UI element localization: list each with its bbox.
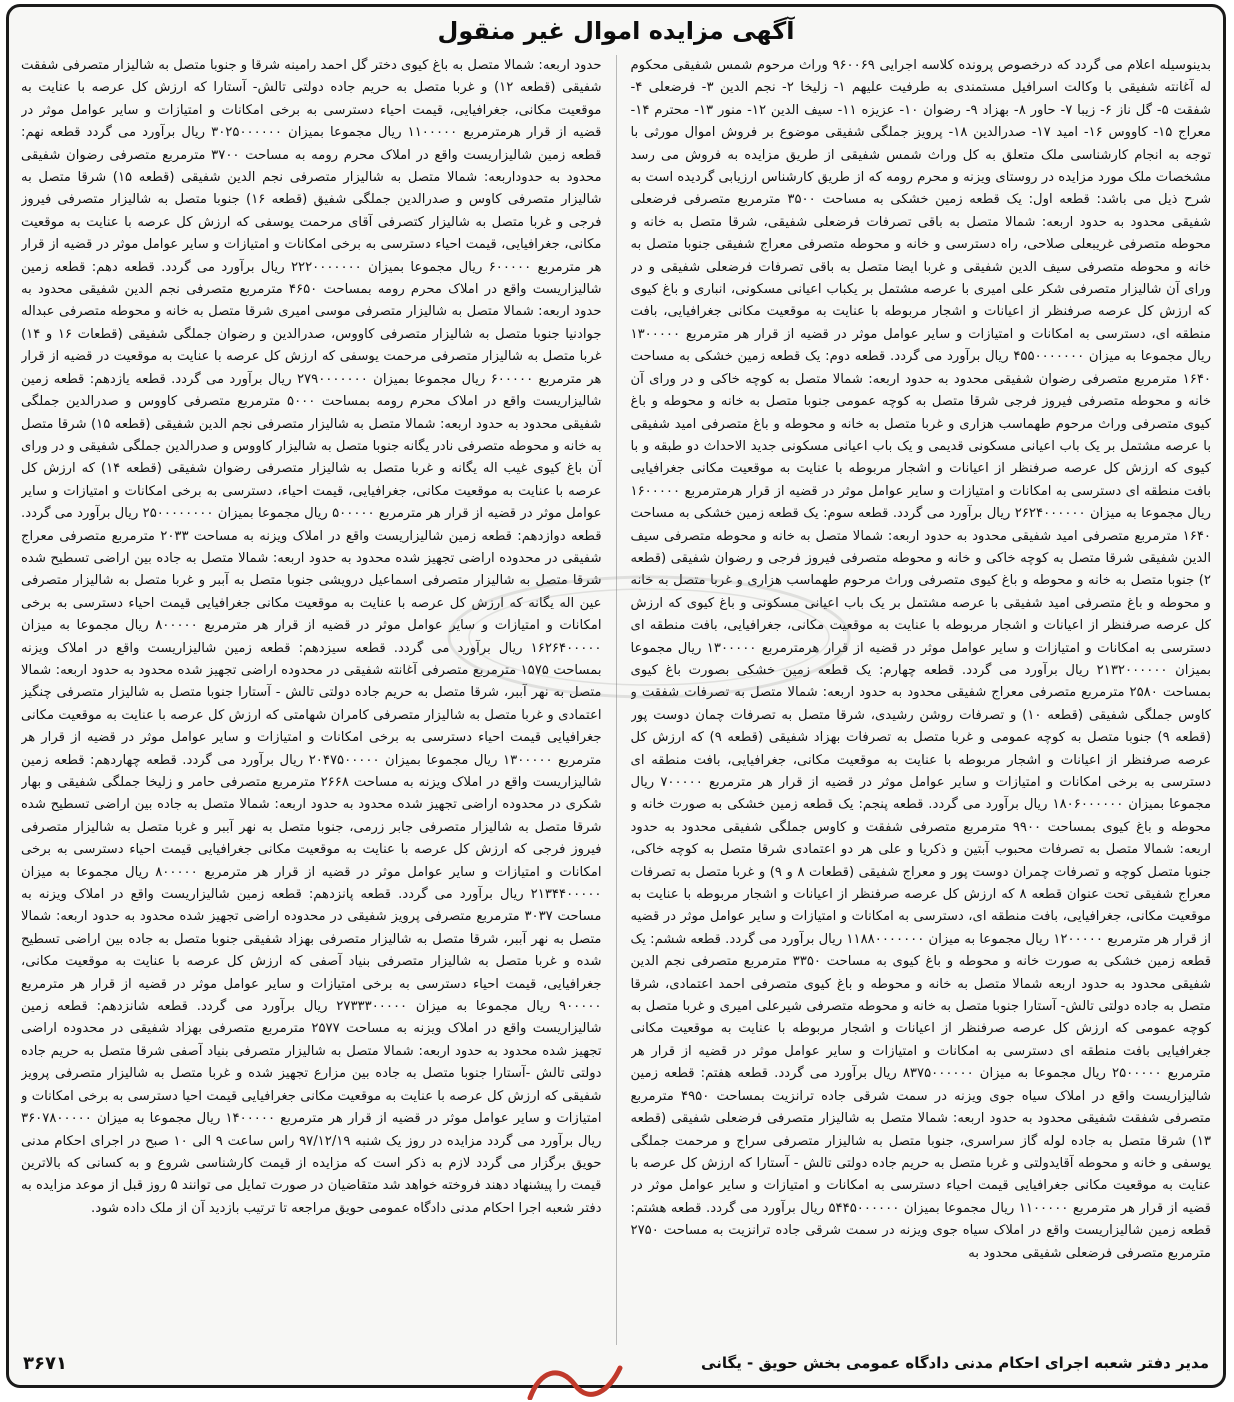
- reference-number: ۳۶۷۱: [23, 1352, 67, 1374]
- signature-line: مدیر دفتر شعبه اجرای احکام مدنی دادگاه عمومی بخش حویق - یگانی: [701, 1354, 1209, 1372]
- handwritten-mark: [520, 1360, 630, 1400]
- notice-sheet: [6, 4, 1226, 1388]
- right-column-text: بدینوسیله اعلام می گردد که درخصوص پرونده کلاسه اجرایی ۹۶۰۰۶۹ وراث مرحوم شمس شفیقی محکوم له آغانته شفیقی با وکالت اسرافیل مستمندی به طرفیت علیهم ۱- زلیخا ۲- نجم الدین ۳- فرضعلی ۴- شفقت ۵- گل ناز ۶- زیبا ۷- حاور ۸- بهزاد ۹- رضوان ۱۰- عزیزه ۱۱- سیف الدین ۱۲- منور ۱۳- محترم ۱۴- معراج ۱۵- کاووس ۱۶- امید ۱۷- صدرالدین ۱۸- پرویز جملگی شفیقی موضوع بر فروش اموال مورثی با توجه به انجام کارشناسی ملک متعلق به کل وراث شمس شفیقی از طریق مزایده به فروش می رسد مشخصات ملک مورد مزایده در روستای ویزنه و محرم رومه که از طریق کارشناس ارزیابی گردیده است به شرح ذیل می باشد: قطعه اول: یک قطعه زمین خشکی به مساحت ۳۵۰۰ مترمربع متصرفی فرضعلی شفیقی محدود به حدود اربعه: شمالا متصل به باقی تصرفات فرضعلی شفیقی، شرقا متصل به خانه و محوطه متصرفی غریبعلی صلاحی، راه دسترسی و خانه و محوطه متصرفی معراج شفیقی جنوبا متصل به خانه و محوطه متصرفی سیف الدین شفیقی و غربا ایضا متصل به باقی تصرفات فرضعلی شفیقی و در ورای آن شالیزار متصرفی شکر علی امیری با عرصه مشتمل بر یکباب اعیانی مسکونی، انباری و باغ کیوی که ارزش کل عرصه صرفنظر از اعیانات و اشجار مربوطه با عنایت به موقعیت مکانی جغرافیایی، بافت منطقه ای، دسترسی به امکانات و امتیازات و سایر عوامل موثر در قضیه از قرار هر مترمربع ۱۳۰۰۰۰۰ ریال مجموعا به میزان ۴۵۵۰۰۰۰۰۰۰ ریال برآورد می گردد. قطعه دوم: یک قطعه زمین خشکی به مساحت ۱۶۴۰ مترمربع متصرفی رضوان شفیقی محدود به حدود اربعه: شمالا متصل به کوچه خاکی و در ورای آن خانه و محوطه متصرفی فیروز فرجی شرقا متصل به کوچه عمومی جنوبا متصل به خانه و محوطه و باغ کیوی متصرفی وراث مرحوم طهماسب هزاری و غربا متصل به خانه و محوطه و باغ متصرفی امید شفیقی با عرصه مشتمل بر یک باب اعیانی مسکونی قدیمی و یک باب اعیانی مسکونی جدید الاحداث دو طبقه و با کیوی که ارزش کل عرصه صرفنظر از اعیانات و اشجار مربوطه با عنایت به موقعیت مکانی جغرافیایی بافت منطقه ای دسترسی به امکانات و امتیازات و سایر عوامل موثر در قضیه از قرار هرمترمربع ۱۶۰۰۰۰۰ ریال مجموعا به میزان ۲۶۲۴۰۰۰۰۰۰ ریال برآورد می گردد. قطعه سوم: یک قطعه زمین خشکی به مساحت ۱۶۴۰ مترمربع متصرفی امید شفیقی محدود به حدود اربعه: شمالا متصل به خانه و محوطه متصرفی سیف الدین شفیقی شرقا متصل به کوچه خاکی و خانه و محوطه متصرفی فیروز فرجی و رضوان شفیقی (قطعه ۲) جنوبا متصل به خانه و محوطه و باغ کیوی متصرفی وراث مرحوم طهماسب هزاری و غربا متصل به خانه و محوطه و باغ متصرفی امید شفیقی با عرصه مشتمل بر یک باب اعیانی مسکونی و باغ کیوی که ارزش کل عرصه صرفنظر از اعیانات و اشجار مربوطه با عنایت به موقعیت مکانی، جغرافیایی، بافت منطقه ای دسترسی به امکانات و امتیازات و سایر عوامل موثر در قضیه از قرار هرمترمربع ۱۳۰۰۰۰۰ ریال مجموعا بمیزان ۲۱۳۲۰۰۰۰۰۰ ریال برآورد می گردد. قطعه چهارم: یک قطعه زمین خشکی بصورت باغ کیوی بمساحت ۲۵۸۰ مترمربع متصرفی معراج شفیقی محدود به حدود اربعه: شمالا متصل به تصرفات شفقت و کاوس جملگی شفیقی (قطعه ۱۰) و تصرفات روشن رشیدی، شرقا متصل به تصرفات چمان دوست پور (قطعه ۹) جنوبا متصل به کوچه عمومی و غربا متصل به تصرفات بهزاد شفیقی (قطعه ۹) که ارزش کل عرصه صرفنظر از اعیانات و اشجار مربوطه با عنایت به موقعیت مکانی، جغرافیایی، بافت منطقه ای دسترسی به برخی امکانات و امتیازات و سایر عوامل موثر در قضیه از قرار هر مترمربع ۷۰۰۰۰۰ ریال مجموعا بمیزان ۱۸۰۶۰۰۰۰۰۰ ریال برآورد می گردد. قطعه پنجم: یک قطعه زمین خشکی به صورت خانه و محوطه و باغ کیوی بمساحت ۹۹۰۰ مترمربع متصرفی شفقت و کاوس جملگی شفیقی محدود به حدود اربعه: شمالا متصل به تصرفات محبوب آبتین و ذکریا و علی هر دو اعتمادی شرقا متصل به کوچه خاکی، جنوبا متصل کوچه و تصرفات چمران دوست پور و معراج شفیقی (قطعات ۸ و ۹) و غربا متصل به تصرفات معراج شفیقی تحت عنوان قطعه ۸ که ارزش کل عرصه صرفنظر از اعیانات و اشجار مربوطه با عنایت به موقعیت مکانی، جغرافیایی، بافت منطقه ای، دسترسی به امکانات و امتیازات و سایر عوامل موثر در قضیه از قرار هر مترمربع ۱۲۰۰۰۰۰ ریال مجموعا به میزان ۱۱۸۸۰۰۰۰۰۰۰ ریال برآورد می گردد. قطعه ششم: یک قطعه زمین خشکی به صورت خانه و محوطه و باغ کیوی به مساحت ۳۳۵۰ مترمربع متصرفی نجم الدین شفیقی محدود به حدود اربعه شمالا متصل به خانه و محوطه و باغ کیوی متصرفی احمد اعتمادی، شرقا متصل به جاده دولتی تالش- آستارا جنوبا متصل به خانه و محوطه متصرفی شیرعلی امیری و غربا متصل به کوچه عمومی که ارزش کل عرصه صرفنظر از اعیانات و اشجار مربوطه با عنایت به موقعیت مکانی جغرافیایی بافت منطقه ای دسترسی به امکانات و امتیازات و سایر عوامل موثر در قضیه از قرار هر مترمربع ۲۵۰۰۰۰۰ ریال مجموعا به میزان ۸۳۷۵۰۰۰۰۰۰ ریال برآورد می گردد. قطعه هفتم: قطعه زمین شالیزاریست واقع در املاک سیاه جوی ویزنه در سمت شرقی جاده ترانزیت بمساحت ۴۹۵۰ مترمربع متصرفی شفقت شفیقی محدود به حدود اربعه: شمالا متصل به شالیزار متصرفی فرضعلی شفیقی (قطعه ۱۳) شرقا متصل به جاده لوله گاز سراسری، جنوبا متصل به شالیزار متصرفی سراج و مرحمت جملگی یوسفی و خانه و محوطه آقایدولتی و غربا متصل به حریم جاده دولتی تالش - آستارا که ارزش کل عرصه با عنایت به موقعیت مکانی جغرافیایی قیمت احیاء دسترسی به امکانات و امتیازات و سایر عوامل موثر در قضیه از قرار هر مترمربع ۱۱۰۰۰۰۰ ریال مجموعا بمیزان ۵۴۴۵۰۰۰۰۰۰ ریال برآورد می گردد. قطعه هشتم: قطعه زمین شالیزاریست واقع در املاک سیاه جوی ویزنه در سمت شرقی جاده ترانزیت به مساحت ۲۷۵۰ مترمربع متصرفی فرضعلی شفیقی محدود به: [630, 58, 1211, 1261]
- column-divider: [616, 55, 617, 1345]
- left-column-text: حدود اربعه: شمالا متصل به باغ کیوی دختر گل احمد رامینه شرقا و جنوبا متصل به شالیزار متصرفی شفقت شفیقی (قطعه ۱۲) و غربا متصل به حریم جاده دولتی تالش- آستارا که ارزش کل عرصه با عنایت به موقعیت مکانی، جغرافیایی، قیمت احیاء دسترسی به برخی امکانات و امتیازات و سایر عوامل موثر در قضیه از قرار هرمترمربع ۱۱۰۰۰۰۰ ریال مجموعا بمیزان ۳۰۲۵۰۰۰۰۰۰ ریال برآورد می گردد قطعه نهم: قطعه زمین شالیزاریست واقع در املاک محرم رومه به مساحت ۳۷۰۰ مترمربع متصرفی رضوان شفیقی محدود به حدوداربعه: شمالا متصل به شالیزار متصرفی نجم الدین شفیقی (قطعه ۱۵) شرقا متصل به شالیزار متصرفی کاوس و صدرالدین جملگی شفیق (قطعه ۱۶) جنوبا متصل به شالیزار متصرفی فیروز فرجی و غربا متصل به شالیزار کتصرفی آقای مرحمت یوسفی که ارزش کل عرصه با عنایت به موقعیت مکانی، جغرافیایی، قیمت احیاء دسترسی به برخی امکانات و امتیازات و سایر عوامل موثر در قضیه از قرار هر مترمربع ۶۰۰۰۰۰ ریال مجموعا بمیزان ۲۲۲۰۰۰۰۰۰۰ ریال برآورد می گردد. قطعه دهم: قطعه زمین شالیزاریست واقع در املاک محرم رومه بمساحت ۴۶۵۰ مترمربع متصرفی نجم الدین شفیقی محدود به حدود اربعه: شمالا متصل به شالیزار متصرفی موسی امیری شرقا متصل به خانه و محوطه متصرفی عبداله جوادنیا جنوبا متصل به شالیزار متصرفی کاووس، صدرالدین و رضوان جملگی شفیقی (قطعات ۱۶ و ۱۴) غربا متصل به شالیزار متصرفی مرحمت یوسفی که ارزش کل عرصه با عنایت به موقعیت در قضیه از قرار هر مترمربع ۶۰۰۰۰۰ ریال مجموعا بمیزان ۲۷۹۰۰۰۰۰۰۰ ریال برآورد می گردد. قطعه یازدهم: قطعه زمین شالیزاریست واقع در املاک محرم رومه بمساحت ۵۰۰۰ مترمربع متصرفی کاووس و صدرالدین جملگی شفیقی محدود به حدود اربعه: شمالا متصل به شالیزار متصرفی نجم الدین شفیقی (قطعه ۱۵) شرقا متصل به خانه و محوطه متصرفی نادر یگانه جنوبا متصل به شالیزار کاووس و صدرالدین جملگی شفیقی و در ورای آن باغ کیوی غیب اله یگانه و غربا متصل به شالیزار متصرفی رضوان شفیقی (قطعه ۱۴) که ارزش کل عرصه با عنایت به موقعیت مکانی، جغرافیایی، قیمت احیاء، دسترسی به برخی امکانات و امتیازات و سایر عوامل موثر در قضیه از قرار هر مترمربع ۵۰۰۰۰۰ ریال مجموعا بمیزان ۲۵۰۰۰۰۰۰۰۰ ریال برآورد می گردد. قطعه دوازدهم: قطعه زمین شالیزاریست واقع در املاک ویزنه به مساحت ۲۰۳۳ مترمربع متصرفی معراج شفیقی در محدوده اراضی تجهیز شده محدود به حدود اربعه: شمالا متصل به جاده بین اراضی تسطیح شده شرقا متصل به شالیزار متصرفی اسماعیل درویشی جنوبا متصل به آببر و غربا متصل به شالیزار متصرفی عین اله یگانه که ارزش کل عرصه با عنایت به موقعیت مکانی جغرافیایی قیمت احیاء دسترسی به برخی امکانات و امتیازات و سایر عوامل موثر در قضیه از قرار هر مترمربع ۸۰۰۰۰۰ ریال مجموعا به میزان ۱۶۲۶۴۰۰۰۰۰ ریال برآورد می گردد. قطعه سیزدهم: قطعه زمین شالیزاریست واقع در املاک ویزنه بمساحت ۱۵۷۵ مترمربع متصرفی آغانته شفیقی در محدوده اراضی تجهیز شده محدود به حدود اربعه: شمالا متصل به نهر آببر، شرقا متصل به حریم جاده دولتی تالش - آستارا جنوبا متصل به شالیزار متصرفی چنگیز اعتمادی و غربا متصل به شالیزار متصرفی کامران شهامتی که ارزش کل عرصه با عنایت به موقعیت مکانی جغرافیایی قیمت احیاء دسترسی به برخی امکانات و امتیازات و سایر عوامل موثر در قضیه از قرار هر مترمربع ۱۳۰۰۰۰۰ ریال مجموعا بمیزان ۲۰۴۷۵۰۰۰۰۰ ریال برآورد می گردد. قطعه چهاردهم: قطعه زمین شالیزاریست واقع در املاک ویزنه به مساحت ۲۶۶۸ مترمربع متصرفی حامر و زلیخا جملگی شفیقی و بهار شکری در محدوده اراضی تجهیز شده محدود به حدود اربعه: شمالا متصل به جاده بین اراضی تسطیح شده شرقا متصل به شالیزار متصرفی جابر زرمی، جنوبا متصل به نهر آببر و غربا متصل به شالیزار متصرفی فیروز فرجی که ارزش کل عرصه با عنایت به موقعیت مکانی جغرافیایی قیمت احیاء دسترسی به برخی امکانات و امتیازات و سایر عوامل موثر در قضیه از قرار هر مترمربع ۸۰۰۰۰۰ ریال مجموعا به میزان ۲۱۳۴۴۰۰۰۰۰ ریال برآورد می گردد. قطعه پانزدهم: قطعه زمین شالیزاریست واقع در املاک ویزنه به مساحت ۳۰۳۷ مترمربع متصرفی پرویز شفیقی در محدوده اراضی تجهیز شده محدود به حدود اربعه: شمالا متصل به نهر آببر، شرقا متصل به شالیزار متصرفی بهزاد شفیقی جنوبا متصل به جاده بین اراضی تسطیح شده و غربا متصل به شالیزار متصرفی بنیاد آصفی که ارزش کل عرصه با عنایت به موقعیت مکانی، جغرافیایی، قیمت احیاء دسترسی به برخی امتیازات و سایر عوامل موثر در قضیه از قرار هر مترمربع ۹۰۰۰۰۰ ریال مجموعا به میزان ۲۷۳۳۳۰۰۰۰۰ ریال برآورد می گردد. قطعه شانزدهم: قطعه زمین شالیزاریست واقع در املاک ویزنه به مساحت ۲۵۷۷ مترمربع متصرفی بهزاد شفیقی در محدوده اراضی تجهیز شده محدود به حدود اربعه: شمالا متصل به شالیزار متصرفی بنیاد آصفی شرقا متصل به حریم جاده دولتی تالش -آستارا جنوبا متصل به جاده بین مزارع تجهیز شده و غربا متصل به شالیزار متصرفی پرویز شفیقی که ارزش کل عرصه با عنایت به موقعیت مکانی جغرافیایی قیمت احیا دسترسی به برخی امکانات و امتیازات و سایر عوامل موثر در قضیه از قرار هر مترمربع ۱۴۰۰۰۰۰ ریال مجموعا به میزان ۳۶۰۷۸۰۰۰۰۰ ریال برآورد می گردد مزایده در روز یک شنبه ۹۷/۱۲/۱۹ راس ساعت ۹ الی ۱۰ صبح در اجرای احکام مدنی حویق برگزار می گردد لازم به ذکر است که مزایده از قیمت کارشناسی شروع و به کسانی که بالاترین قیمت را پیشنهاد دهند فروخته خواهد شد متقاضیان در صورت تمایل می توانند ۵ روز قبل از موعد مزایده به دفتر شعبه اجرا احکام مدنی دادگاه عمومی حویق مراجعه تا ترتیب بازدید آن از ملک داده شود.: [21, 58, 602, 1216]
- notice-body: [21, 55, 1211, 1345]
- notice-title: آگهی مزایده اموال غیر منقول: [437, 17, 795, 45]
